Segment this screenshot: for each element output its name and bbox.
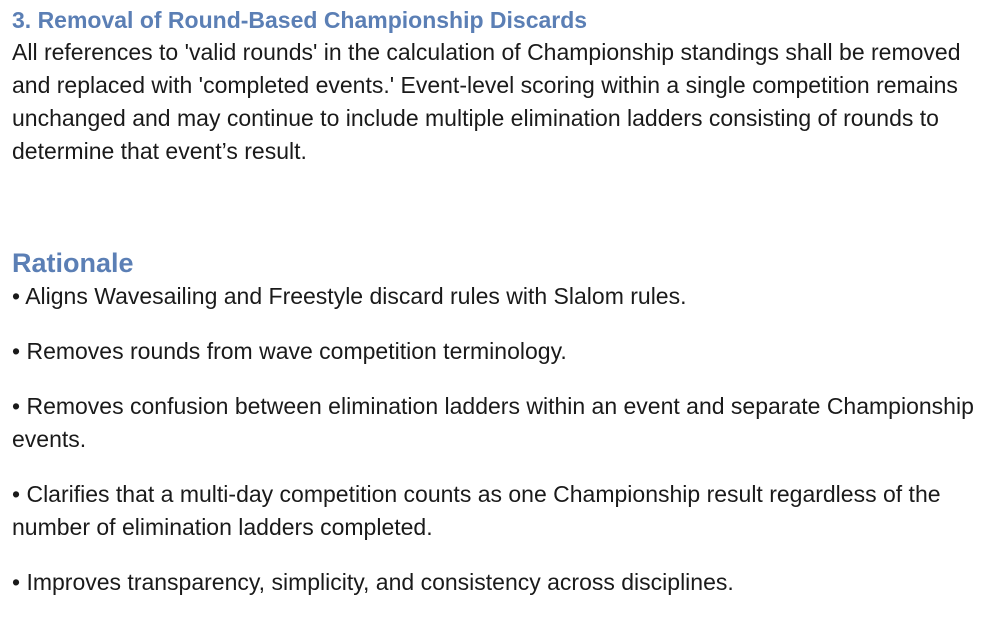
rationale-item [12, 478, 978, 544]
rationale-heading: Rationale [12, 248, 134, 278]
bullet-icon: • [12, 338, 21, 364]
rationale-item-text: Removes confusion between elimination ladders within an event and separate Championship events. [12, 393, 974, 452]
rationale-item-text: Aligns Wavesailing and Freestyle discard rules with Slalom rules. [25, 283, 687, 309]
rationale-item [12, 390, 978, 456]
section-paragraph: All references to 'valid rounds' in the calculation of Championship standings shall be removed and replaced with 'completed events.' Event-level scoring within a single competition remains unchanged and may continue to include multiple elimination ladders consisting of rounds to determine that event’s result. [12, 39, 961, 164]
rationale-item [12, 335, 978, 368]
rationale-list [12, 280, 978, 599]
bullet-icon: • [12, 393, 21, 419]
bullet-icon: • [12, 481, 21, 507]
rationale-item-text: Clarifies that a multi-day competition counts as one Championship result regardless of the number of elimination ladders completed. [12, 481, 941, 540]
rationale-item [12, 566, 978, 599]
bullet-icon: • [12, 569, 21, 595]
rationale-item-text: Removes rounds from wave competition terminology. [26, 338, 567, 364]
document [12, 5, 978, 621]
rationale-item-text: Improves transparency, simplicity, and consistency across disciplines. [26, 569, 734, 595]
bullet-icon: • [12, 283, 21, 309]
section-heading: 3. Removal of Round-Based Championship Discards [12, 7, 588, 33]
rationale-item [12, 280, 978, 313]
